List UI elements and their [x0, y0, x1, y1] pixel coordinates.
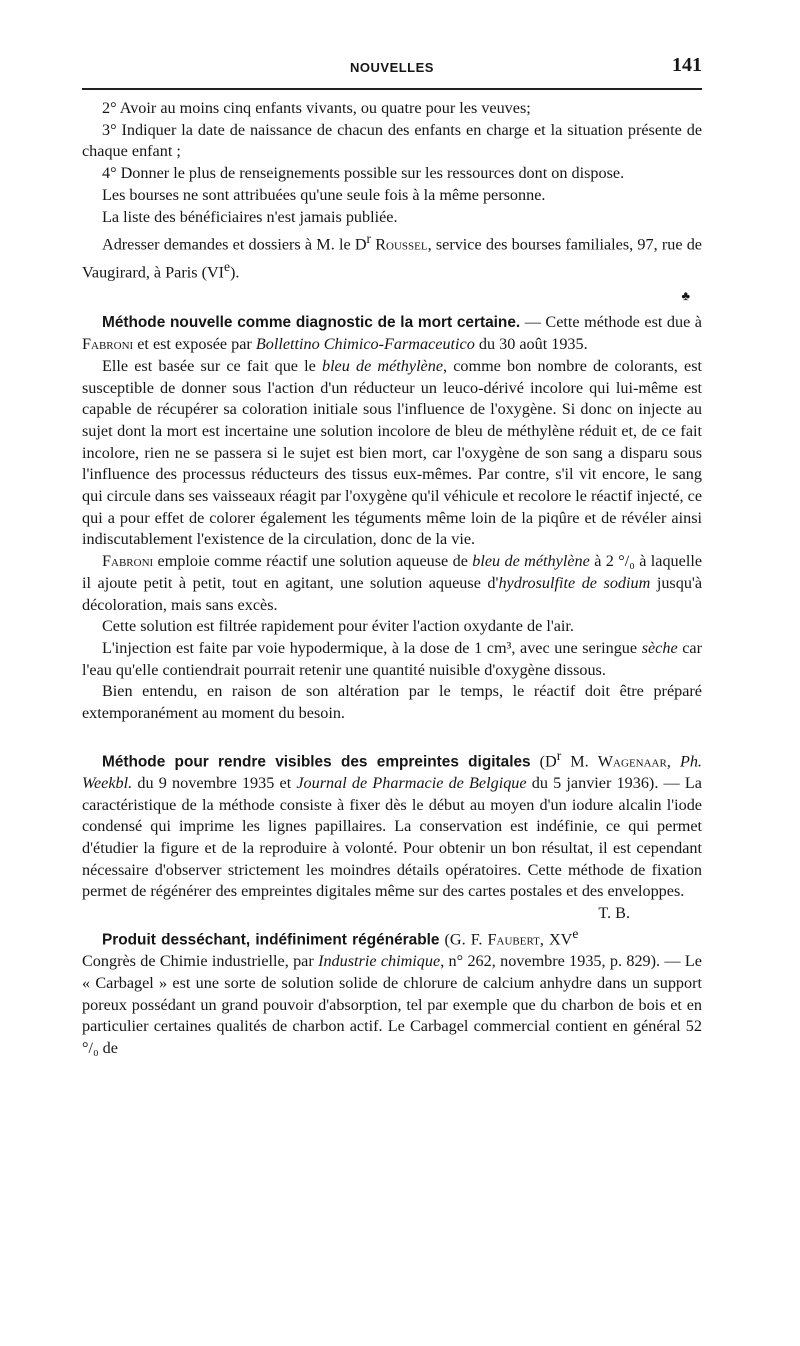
- text-run: du 30 août 1935.: [474, 335, 588, 354]
- running-header: [82, 52, 702, 90]
- superscript: e: [224, 259, 231, 275]
- section-paragraph: [82, 312, 702, 355]
- journal-name: Ph. Weekbl.: [82, 752, 702, 792]
- document-page: [82, 52, 702, 1060]
- text-run: jusqu'à décoloration, mais sans excès.: [82, 573, 703, 614]
- italic-term: sèche: [641, 638, 678, 657]
- paragraph: Cette solution est filtrée rapidement pour éviter l'action oxydante de l'air.: [102, 617, 574, 636]
- text-run: emploie comme réactif une solution aqueuse de: [153, 552, 473, 571]
- author-name: Roussel: [375, 235, 428, 254]
- journal-name: Industrie chimique: [318, 952, 441, 971]
- paragraph: [82, 356, 702, 551]
- author-name: Wagenaar: [597, 752, 667, 771]
- running-title: NOUVELLES: [350, 60, 434, 75]
- paragraph: 4° Donner le plus de renseignements possible sur les ressources dont on dispose.: [102, 164, 625, 183]
- text-run: , XV: [539, 930, 573, 949]
- text-run: à 2 °/₀ à laquelle il ajoute petit à petit, tout en agitant, une solution aqueuse d': [82, 552, 703, 592]
- paragraph: Bien entendu, en raison de son altération par le temps, le réactif doit être préparé extemporanément au moment du besoin.: [82, 682, 702, 723]
- text-run: Congrès de Chimie industrielle, par: [82, 952, 319, 971]
- signature: T. B.: [598, 904, 630, 923]
- author-name: Fabroni: [82, 335, 134, 354]
- text-run: L'injection est faite par voie hypodermique, à la dose de 1 cm³, avec une seringue: [102, 638, 642, 657]
- text-run: (D: [530, 752, 557, 771]
- section-heading: Méthode pour rendre visibles des empreintes digitales: [102, 753, 531, 771]
- text-run: Elle est basée sur ce fait que le: [102, 356, 322, 375]
- section-paragraph: [82, 745, 702, 923]
- italic-term: bleu de méthylène: [472, 552, 590, 571]
- text-run: et est exposée par: [133, 335, 256, 354]
- author-name: Fabroni: [102, 552, 154, 571]
- author-name: Faubert: [487, 930, 540, 949]
- paragraph: 3° Indiquer la date de naissance de chacun des enfants en charge et la situation présente de chaque enfant ;: [82, 120, 702, 161]
- superscript: e: [572, 926, 579, 942]
- text-run: (G. F.: [439, 930, 488, 949]
- text-run: du 9 novembre 1935 et: [132, 773, 297, 792]
- paragraph: [82, 228, 702, 284]
- paragraph: 2° Avoir au moins cinq enfants vivants, ou quatre pour les veuves;: [102, 99, 531, 117]
- text-run: ).: [230, 263, 240, 282]
- italic-term: bleu de méthylène: [321, 356, 444, 375]
- superscript: r: [556, 747, 562, 763]
- section-spacer: [82, 725, 702, 745]
- text-run: ,: [666, 752, 680, 771]
- text-run: du 5 janvier 1936). — La caractéristique de la méthode consiste à fixer dès le début au moyen d'un iodure alcalin l'iode condensé qui imprime les lignes papillaires. La conservation est indéfinie, ce qui permet d'étudier la figure et de la reproduire à volonté. Pour obtenir un bon résultat, il est cependant nécessaire d'observer strictement les moindres détails opératoires. Cette méthode de fixation permet de régénérer des empreintes digitales même sur des cartes postales et des enveloppes.: [82, 773, 702, 901]
- paragraph: [82, 638, 702, 681]
- page-content: [82, 98, 702, 1060]
- paragraph: Les bourses ne sont attribuées qu'une seule fois à la même personne.: [102, 185, 546, 204]
- journal-name: Journal de Pharmacie de Belgique: [296, 773, 527, 792]
- text-run: M.: [561, 752, 598, 771]
- page-number: 141: [672, 54, 702, 76]
- section-heading: Méthode nouvelle comme diagnostic de la mort certaine.: [102, 314, 521, 332]
- paragraph: [82, 551, 702, 616]
- text-run: , comme bon nombre de colorants, est susceptible de donner sous l'action d'un réducteur un leuco-dérivé incolore qui lui-même est capable de récupérer sa coloration initiale sous l'influence de l'oxygène. Si donc on injecte au sujet dont la mort est incertaine une solution incolore de bleu de méthylène réduit et, de ce fait incolore, rien ne se passera si le sujet est bien mort, car l'oxygène de son sang a disparu sous l'influence des processus réducteurs des tissus eux-mêmes. Par contre, s'il vit encore, le sang qui circule dans ses vaisseaux réagit par l'oxygène qu'il véhicule et recolore le réactif injecté, ce qui a pour effet de colorer également les téguments même loin de la piqûre et de révéler ainsi indiscutablement l'existence de la circulation, donc de la vie.: [82, 356, 702, 549]
- section-heading: Produit desséchant, indéfiniment régénérable: [102, 931, 440, 949]
- italic-term: hydrosulfite de sodium: [498, 573, 651, 592]
- ornament-icon: ♣: [681, 288, 690, 304]
- superscript: r: [366, 231, 372, 247]
- journal-name: Bollettino Chimico-Farmaceutico: [255, 335, 475, 354]
- text-run: car l'eau qu'elle contiendrait pourrait retenir une quantité nuisible d'oxygène dissous.: [82, 638, 702, 679]
- paragraph: La liste des bénéficiaires n'est jamais publiée.: [102, 207, 398, 226]
- text-run: , n° 262, novembre 1935, p. 829). — Le « Carbagel » est une sorte de solution solide de chlorure de calcium anhydre dans un support poreux possédant un grand pouvoir d'absorption, tel par exemple que du charbon de bois et en particulier certaines qualités de charbon actif. Le Carbagel commercial contient en général 52 °/₀ de: [82, 952, 702, 1057]
- text-run: — Cette méthode est due à: [520, 313, 702, 332]
- text-run: , service des bourses familiales, 97, rue de Vaugirard, à Paris (VI: [82, 235, 702, 282]
- text-run: Adresser demandes et dossiers à M. le D: [102, 235, 367, 254]
- section-paragraph: [82, 923, 702, 1060]
